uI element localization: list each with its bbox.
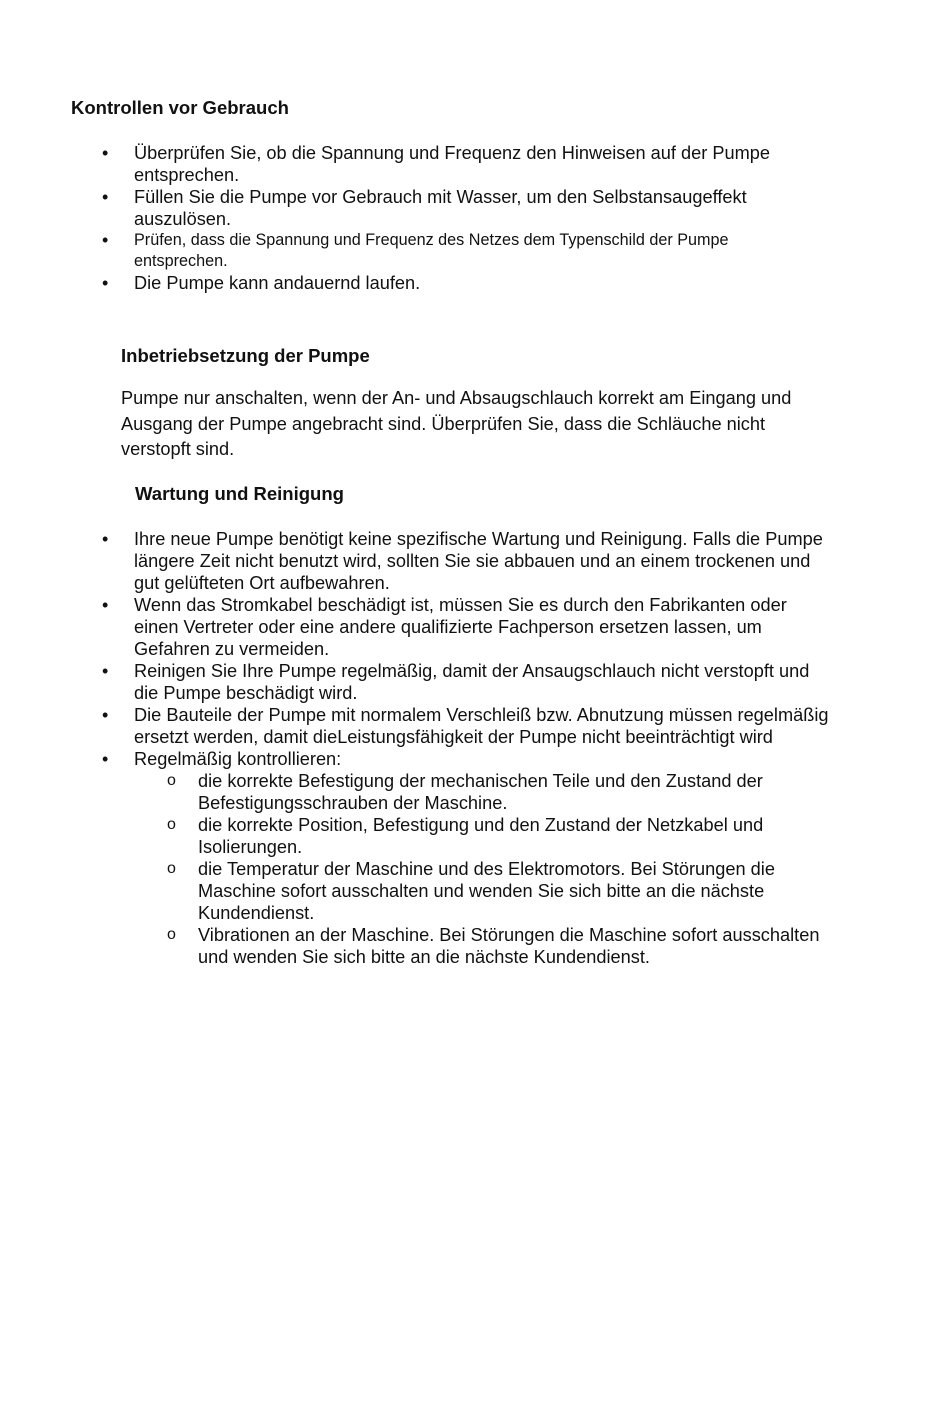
list-item: • Regelmäßig kontrollieren: o die korrekte Befestigung der mechanischen Teile und den Zustand der Befestigungsschrauben der Maschine. o die korrekte Position, Befestigung und den Zustand der Netzkabel und Isolierungen. o die Temperatur der Maschine und des Elektromotors. Bei Störungen die Maschine sofort ausschalten und wenden Sie sich bitte an die nächste Kundendienst. o Vibrationen an der Maschine. Bei Störungen die Maschine sofort ausschalten und wenden Sie sich bitte an die nächste Kundendienst. [0,748,834,968]
hollow-bullet-icon: o [167,816,176,833]
bullet-icon: • [102,143,109,163]
list-item: • Reinigen Sie Ihre Pumpe regelmäßig, damit der Ansaugschlauch nicht verstopft und die Pumpe beschädigt wird. [102,661,810,703]
list-item: • Überprüfen Sie, ob die Spannung und Frequenz den Hinweisen auf der Pumpe entsprechen. [102,143,770,185]
bullet-icon: • [102,529,109,549]
sub-list-item: o Vibrationen an der Maschine. Bei Störungen die Maschine sofort ausschalten und wenden Sie sich bitte an die nächste Kundendienst. [167,925,820,967]
section-title-kontrollen: Kontrollen vor Gebrauch [71,97,289,118]
bullet-icon: • [102,230,109,250]
section-title-inbetriebsetzung: Inbetriebsetzung der Pumpe [121,345,370,366]
list-item: • Wenn das Stromkabel beschädigt ist, müssen Sie es durch den Fabrikanten oder einen Vertreter oder eine andere qualifizierte Fachperson ersetzen lassen, um Gefahren zu vermeiden. [102,595,787,659]
hollow-bullet-icon: o [167,860,176,877]
bullet-icon: • [102,705,109,725]
list-item: • Füllen Sie die Pumpe vor Gebrauch mit Wasser, um den Selbstansaugeffekt auszulösen. [102,187,747,229]
checklist-before-use [0,142,834,294]
hollow-bullet-icon: o [167,772,176,789]
bullet-icon: • [102,595,109,615]
sub-list-item: o die korrekte Position, Befestigung und den Zustand der Netzkabel und Isolierungen. [167,815,764,857]
startup-paragraph: Pumpe nur anschalten, wenn der An- und Absaugschlauch korrekt am Eingang und Ausgang der Pumpe angebracht sind. Überprüfen Sie, dass die Schläuche nicht verstopft sind. [121,388,792,459]
list-item: • Ihre neue Pumpe benötigt keine spezifische Wartung und Reinigung. Falls die Pumpe längere Zeit nicht benutzt wird, sollten Sie sie abbauen und an einem trockenen und gut gelüfteten Ort aufbewahren. [102,529,823,593]
sub-list-item: o die Temperatur der Maschine und des Elektromotors. Bei Störungen die Maschine sofort ausschalten und wenden Sie sich bitte an die nächste Kundendienst. [167,859,775,923]
inspection-sublist [134,770,834,968]
bullet-icon: • [102,187,109,207]
bullet-icon: • [102,661,109,681]
bullet-icon: • [102,273,109,293]
section-title-wartung: Wartung und Reinigung [135,483,344,504]
list-item: • Prüfen, dass die Spannung und Frequenz des Netzes dem Typenschild der Pumpe entsprechen. [102,230,729,270]
hollow-bullet-icon: o [167,926,176,943]
bullet-icon: • [102,749,109,769]
list-item: • Die Pumpe kann andauernd laufen. [102,273,421,293]
sub-list-item: o die korrekte Befestigung der mechanischen Teile und den Zustand der Befestigungsschrauben der Maschine. [167,771,763,813]
maintenance-list [0,528,834,968]
list-item: • Die Bauteile der Pumpe mit normalem Verschleiß bzw. Abnutzung müssen regelmäßig ersetzt werden, damit dieLeistungsfähigkeit der Pumpe nicht beeinträchtigt wird [102,705,829,747]
